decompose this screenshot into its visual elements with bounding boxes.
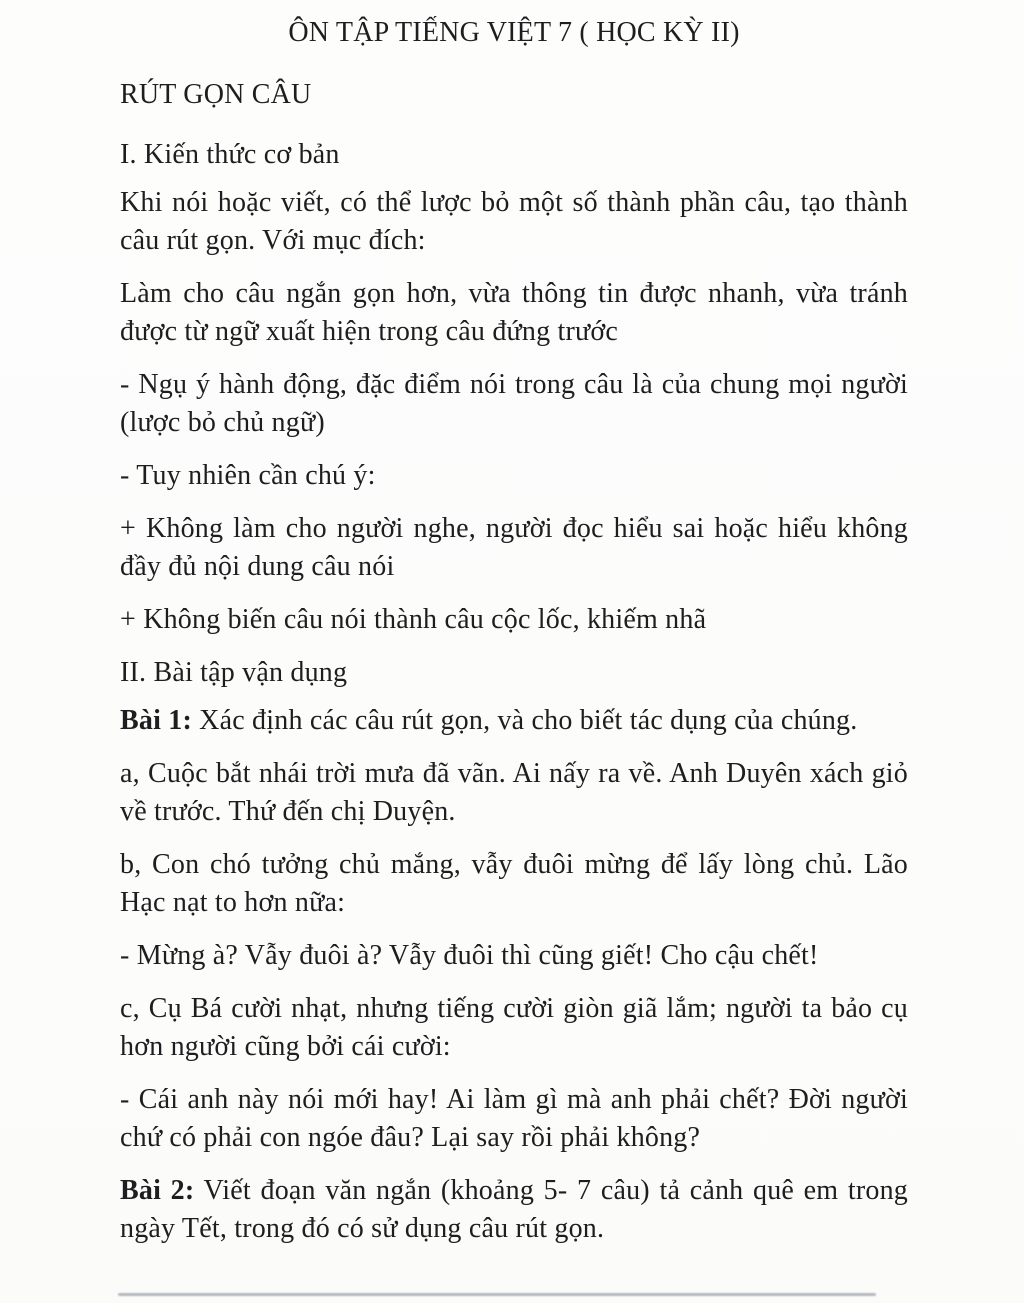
exercise-2-text: Viết đoạn văn ngắn (khoảng 5- 7 câu) tả cảnh quê em trong ngày Tết, trong đó có sử dụng câu rút gọn. xyxy=(120,1175,908,1244)
exercise-1 xyxy=(120,702,908,740)
scan-artifact-line xyxy=(118,1293,876,1296)
paragraph-purpose: Làm cho câu ngắn gọn hơn, vừa thông tin được nhanh, vừa tránh được từ ngữ xuất hiện trong câu đứng trước xyxy=(120,278,908,347)
paragraph-note-misunderstanding: + Không làm cho người nghe, người đọc hiểu sai hoặc hiểu không đầy đủ nội dung câu nói xyxy=(120,513,908,582)
exercise-2-label: Bài 2: xyxy=(120,1175,195,1206)
section-heading-exercises: II. Bài tập vận dụng xyxy=(120,657,348,688)
doc-subtitle: RÚT GỌN CÂU xyxy=(120,79,312,110)
exercise-2 xyxy=(120,1172,908,1248)
paragraph-note-rude: + Không biến câu nói thành câu cộc lốc, khiếm nhã xyxy=(120,604,707,635)
doc-title: ÔN TẬP TIẾNG VIỆT 7 ( HỌC KỲ II) xyxy=(288,17,740,48)
paragraph-item-b: b, Con chó tưởng chủ mắng, vẫy đuôi mừng để lấy lòng chủ. Lão Hạc nạt to hơn nữa: xyxy=(120,849,908,918)
exercise-1-label: Bài 1: xyxy=(120,705,192,736)
paragraph-implied-subject: - Ngụ ý hành động, đặc điểm nói trong câu là của chung mọi người (lược bỏ chủ ngữ) xyxy=(120,369,908,438)
paragraph-item-c-quote: - Cái anh này nói mới hay! Ai làm gì mà anh phải chết? Đời người chứ có phải con ngóe đâu? Lại say rồi phải không? xyxy=(120,1084,908,1153)
paragraph-intro: Khi nói hoặc viết, có thể lược bỏ một số thành phần câu, tạo thành câu rút gọn. Với mục đích: xyxy=(120,187,908,256)
paragraph-item-b-quote: - Mừng à? Vẫy đuôi à? Vẫy đuôi thì cũng giết! Cho cậu chết! xyxy=(120,940,819,971)
paragraph-note-heading: - Tuy nhiên cần chú ý: xyxy=(120,460,376,491)
paragraph-item-a: a, Cuộc bắt nhái trời mưa đã vãn. Ai nấy ra về. Anh Duyên xách giỏ về trước. Thứ đến chị Duyện. xyxy=(120,758,908,827)
section-heading-knowledge: I. Kiến thức cơ bản xyxy=(120,139,340,170)
paragraph-item-c: c, Cụ Bá cười nhạt, nhưng tiếng cười giòn giã lắm; người ta bảo cụ hơn người cũng bởi cái cười: xyxy=(120,993,908,1062)
exercise-1-text: Xác định các câu rút gọn, và cho biết tác dụng của chúng. xyxy=(191,705,858,736)
